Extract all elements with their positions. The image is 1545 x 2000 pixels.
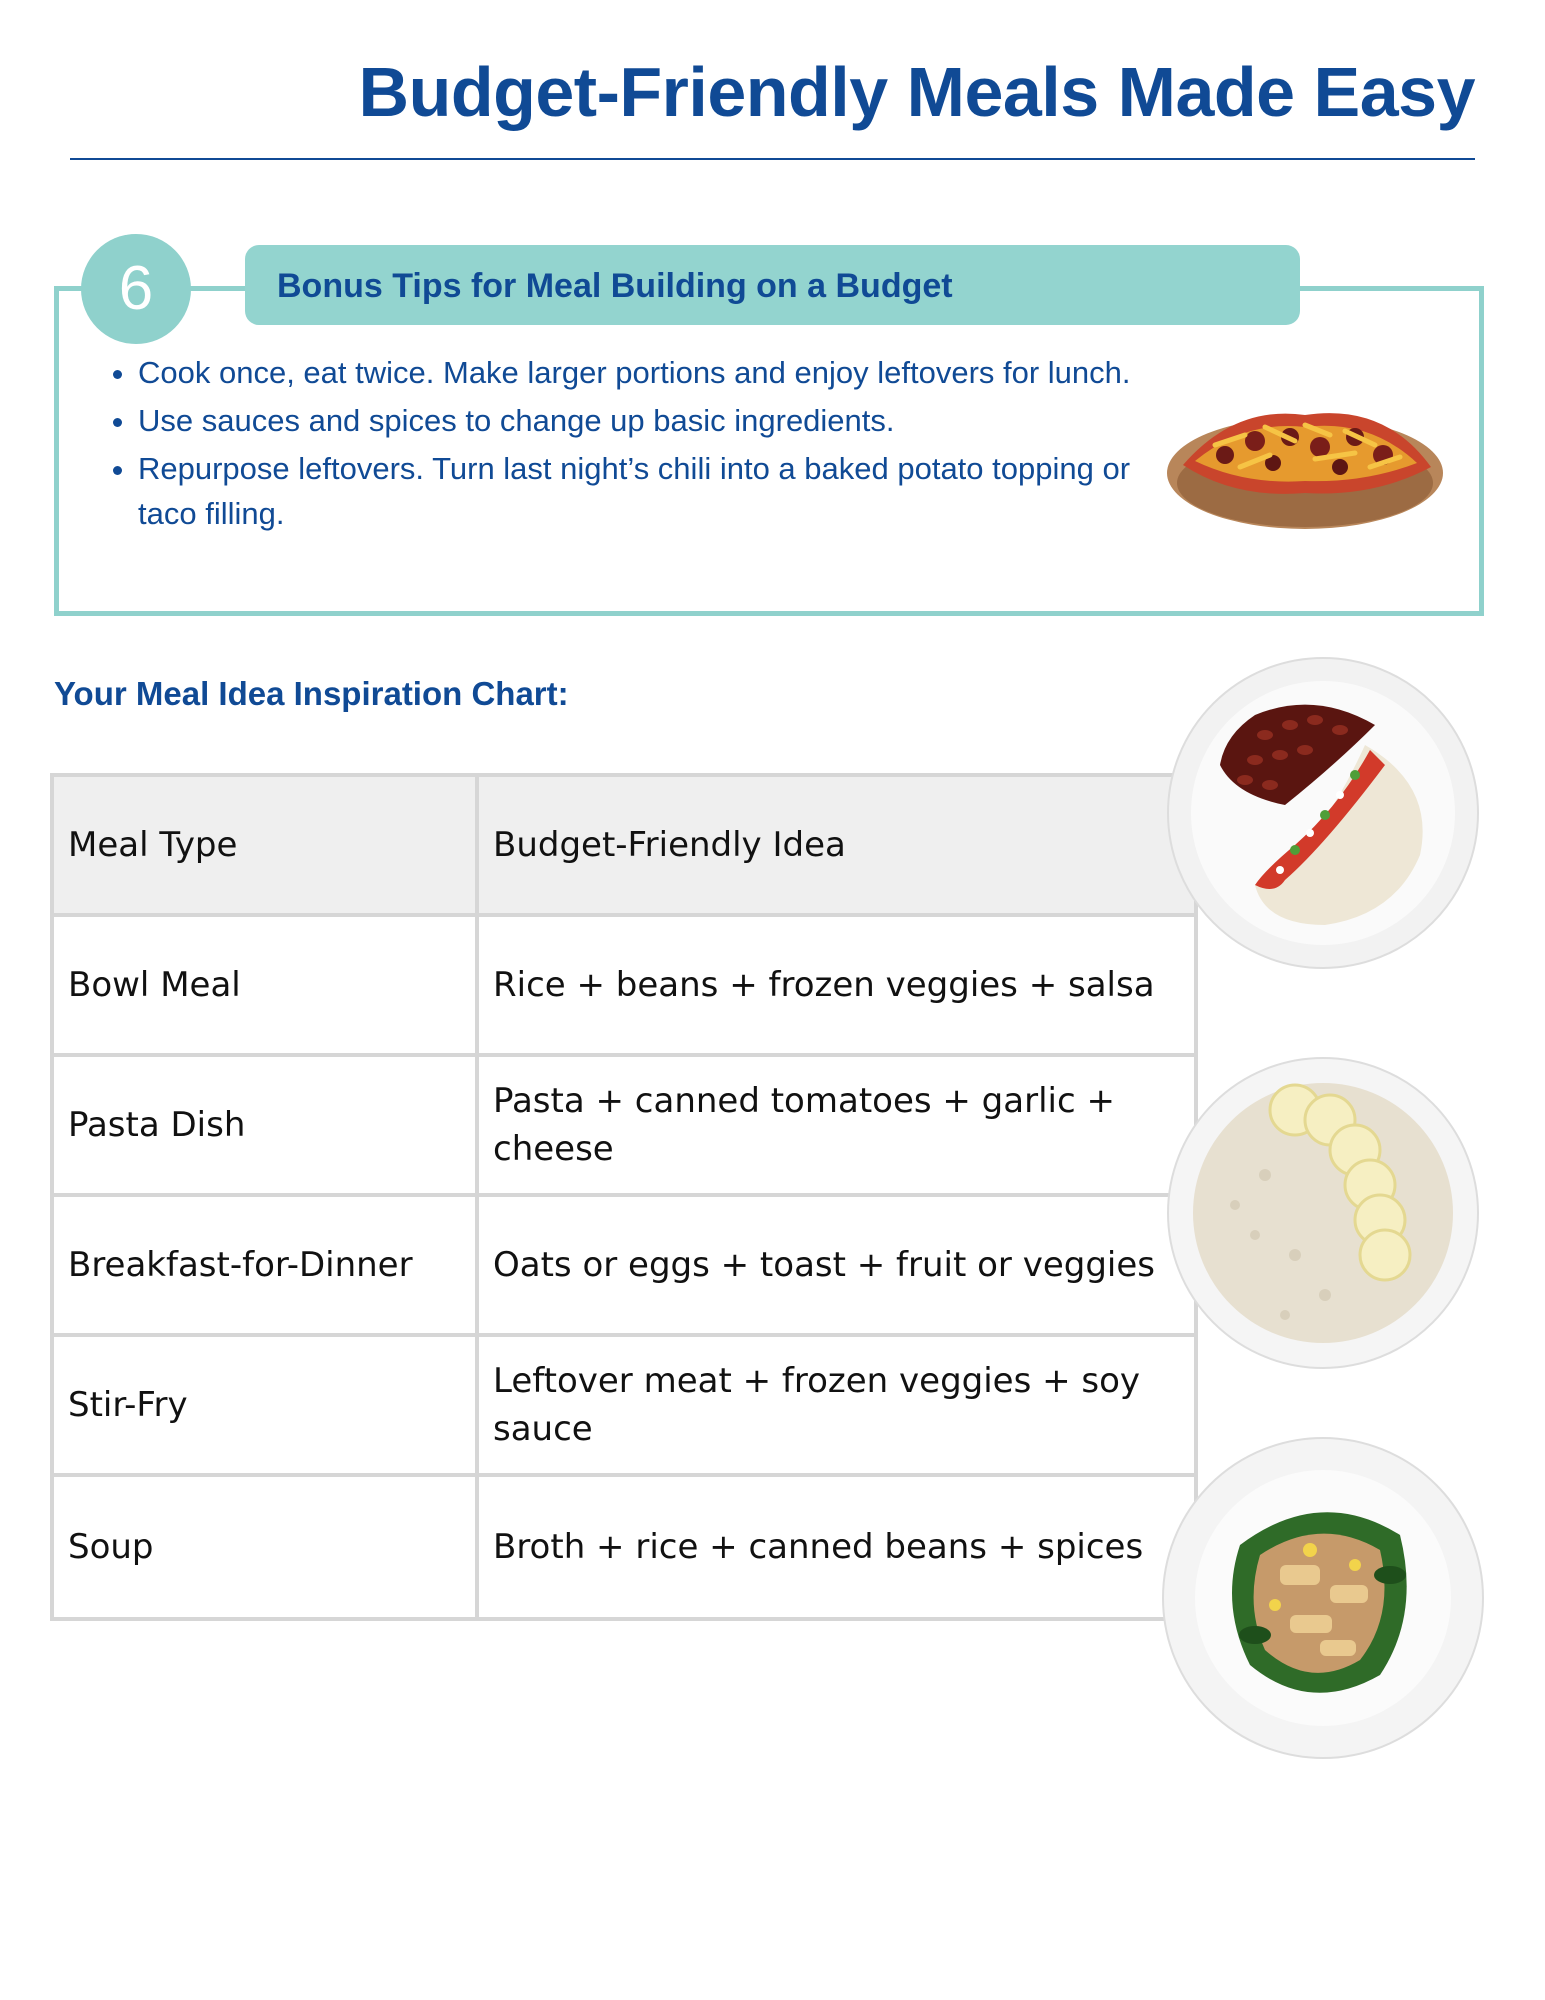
page-title: Budget-Friendly Meals Made Easy	[358, 53, 1475, 131]
idea-cell: Broth + rice + canned beans + spices	[479, 1477, 1194, 1617]
idea-cell: Rice + beans + frozen veggies + salsa	[479, 917, 1194, 1057]
table-row	[54, 1337, 1194, 1477]
table-row	[54, 1477, 1194, 1617]
stir-fry-plate-image	[1160, 1435, 1486, 1761]
tip-item: • Cook once, eat twice. Make larger portions and enjoy leftovers for lunch.	[138, 350, 1188, 395]
column-header: Budget-Friendly Idea	[479, 777, 1194, 917]
table-row	[54, 917, 1194, 1057]
idea-cell: Leftover meat + frozen veggies + soy sauce	[479, 1337, 1194, 1477]
meal-type-cell: Breakfast-for-Dinner	[54, 1197, 479, 1337]
tip-item: • Repurpose leftovers. Turn last night’s chili into a baked potato topping or taco filling.	[138, 446, 1188, 536]
table-row	[54, 1057, 1194, 1197]
table-header-row	[54, 777, 1194, 917]
tips-number-badge: 6	[81, 234, 191, 344]
chart-heading: Your Meal Idea Inspiration Chart:	[54, 675, 569, 712]
meal-type-cell: Pasta Dish	[54, 1057, 479, 1197]
meal-idea-table	[50, 773, 1198, 1621]
title-divider	[70, 158, 1475, 160]
meal-type-cell: Soup	[54, 1477, 479, 1617]
idea-cell: Oats or eggs + toast + fruit or veggies	[479, 1197, 1194, 1337]
column-header: Meal Type	[54, 777, 479, 917]
baked-potato-image	[1155, 375, 1455, 545]
meal-type-cell: Bowl Meal	[54, 917, 479, 1057]
tips-list	[100, 350, 1188, 539]
idea-cell: Pasta + canned tomatoes + garlic + cheese	[479, 1057, 1194, 1197]
table-row	[54, 1197, 1194, 1337]
tips-heading: Bonus Tips for Meal Building on a Budget	[245, 245, 1300, 325]
meal-type-cell: Stir-Fry	[54, 1337, 479, 1477]
tip-item: • Use sauces and spices to change up basic ingredients.	[138, 398, 1188, 443]
oatmeal-banana-bowl-image	[1165, 1055, 1481, 1371]
rice-and-beans-plate-image	[1165, 655, 1481, 971]
